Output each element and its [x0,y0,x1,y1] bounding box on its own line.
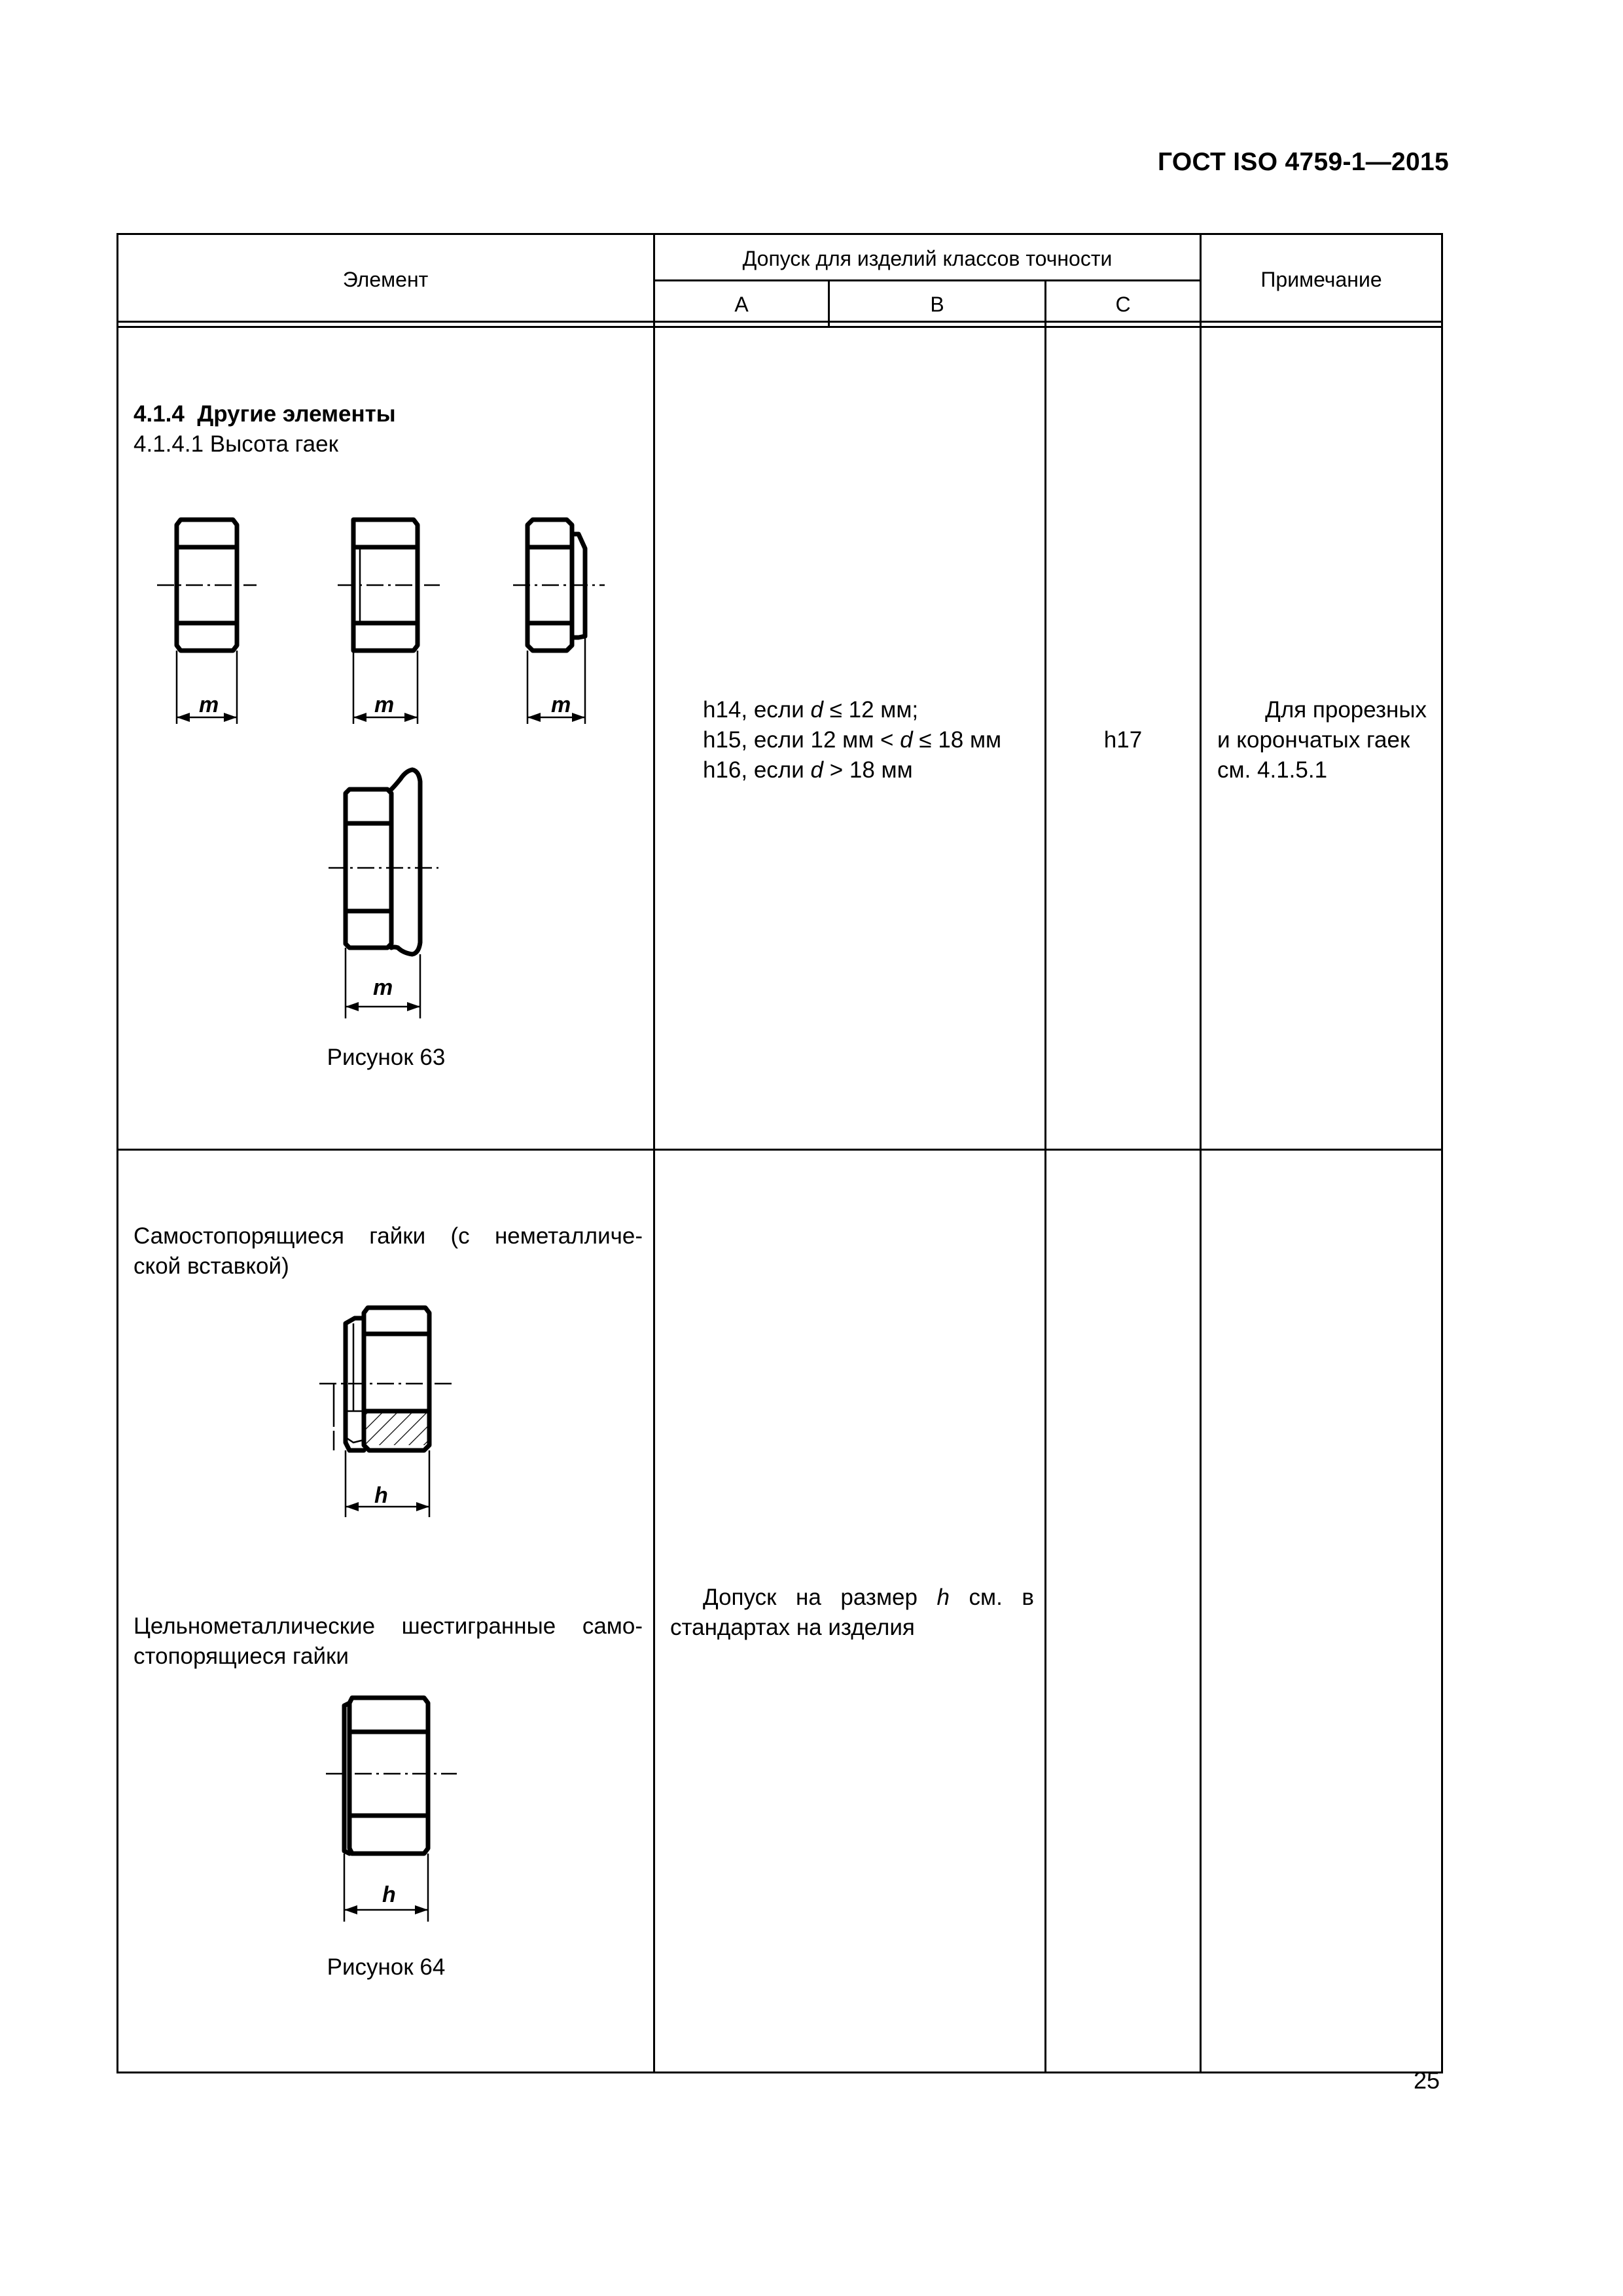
subsection-heading: 4.1.4.1 Высота гаек [134,431,338,457]
dimension-label-h-1: h [374,1483,388,1508]
self-locking-nut-text: Самостопорящиеся гайки (с неметалличе- ской вставкой) [134,1223,643,1279]
tolerance-class-c: h17 [1103,727,1143,753]
dimension-label-m-1: m [199,692,219,717]
figure-caption-64: Рисунок 64 [327,1954,446,1980]
page-number: 25 [1413,2067,1440,2094]
figure-caption-63: Рисунок 63 [327,1045,446,1070]
note-cell: Для прорезных и корончатых гаек см. 4.1.5.1 [1217,697,1427,783]
nut-with-insert-drawing [314,1302,497,1525]
section-title: Другие элементы [197,401,396,427]
dimension-label-h-2: h [382,1882,396,1907]
all-metal-nut-text: Цельнометаллические шестигранные само- стопорящиеся гайки [134,1613,643,1669]
column-header-tolerance: Допуск для изделий классов точности [742,247,1113,270]
column-header-class-b: B [930,293,944,316]
standard-designation: ГОСТ ISO 4759-1—2015 [1158,148,1449,176]
section-heading [134,399,396,429]
column-header-class-a: A [734,293,749,316]
tolerance-classes-ab: h14, если d ≤ 12 мм; h15, если 12 мм < d ≤ 18 мм h16, если d > 18 мм [703,697,1002,783]
column-header-note: Примечание [1260,268,1382,291]
dimension-label-m-2: m [374,692,395,717]
tolerance-reference-text: Допуск на размер h см. в стандартах на изделия [670,1585,1034,1640]
section-number: 4.1.4 [134,401,185,427]
column-header-class-c: C [1115,293,1131,316]
dimension-label-m-3: m [551,692,571,717]
dimension-label-m-4: m [373,975,393,1000]
column-header-element: Элемент [342,268,429,291]
